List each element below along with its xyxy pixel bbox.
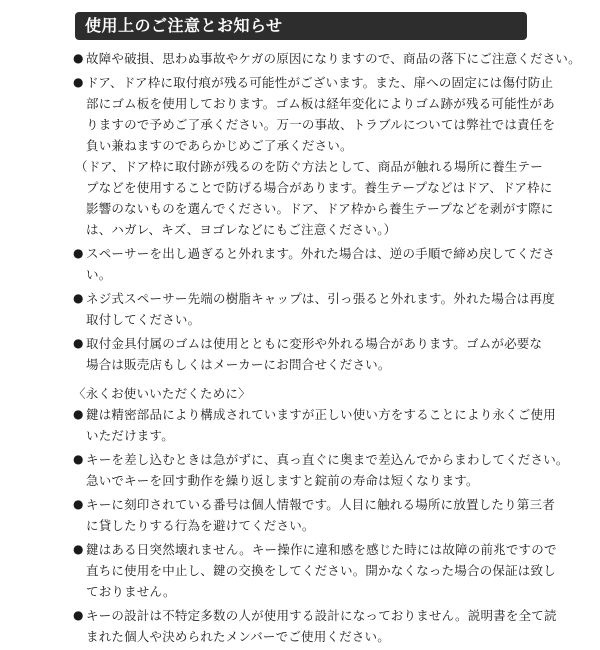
bullet-icon: ●: [73, 452, 84, 466]
notice-item: [73, 333, 543, 375]
notice-title: 使用上のご注意とお知らせ: [85, 16, 283, 35]
notice-item: [73, 404, 556, 446]
notice-line: 故障や破損、思わぬ事故やケガの原因になりますので、商品の落下にご注意ください。: [86, 51, 581, 66]
bullet-icon: ●: [73, 51, 84, 65]
notice-line: ドア、ドア枠に取付痕が残る可能性がございます。また、扉への固定には傷付防止: [86, 75, 554, 90]
notice-item: [73, 72, 556, 240]
long-use-list: [73, 404, 569, 647]
notice-item: [73, 605, 557, 647]
notice-line: りますので予めご了承ください。万一の事故、トラブルについては弊社では責任を: [86, 117, 556, 132]
bullet-icon: ●: [73, 542, 84, 556]
notice-line: 鍵はある日突然壊れません。キー操作に違和感を感じた時には故障の前兆ですので: [86, 542, 557, 557]
bullet-icon: ●: [73, 291, 84, 305]
notice-line: ネジ式スペーサー先端の樹脂キャップは、引っ張ると外れます。外れた場合は再度: [86, 291, 555, 306]
notice-line: 場合は販売店もしくはメーカーにお問合せください。: [86, 357, 391, 372]
notices-list: [73, 48, 581, 375]
bullet-icon: ●: [73, 246, 84, 260]
notice-line: いただけます。: [86, 428, 174, 443]
notice-line: 取付してください。: [86, 312, 201, 327]
bullet-icon: ●: [73, 75, 84, 89]
notice-content: [73, 48, 581, 650]
notice-sub-line: 影響のないものを選んでください。ドア、ドア枠から養生テープなどを剥がす際に: [86, 201, 554, 216]
notice-sub-line: （ドア、ドア枠に取付跡が残るのを防ぐ方法として、商品が触れる場所に養生テー: [75, 159, 543, 174]
notice-line: キーの設計は不特定多数の人が使用する設計になっておりません。説明書を全て読: [86, 608, 557, 623]
notice-line: 直ちに使用を中止し、鍵の交換をしてください。開かなくなった場合の保証は致し: [86, 563, 556, 578]
notice-item: [73, 539, 557, 602]
bullet-icon: ●: [73, 497, 84, 511]
notice-header-bar: [75, 12, 527, 40]
notice-line: 急いでキーを回す動作を繰り返しますと錠前の寿命は短くなります。: [86, 473, 479, 488]
notice-line: スペーサーを出し過ぎると外れます。外れた場合は、逆の手順で締め戻してくださ: [86, 246, 555, 261]
long-use-section-title: 〈永くお使いいただくために〉: [73, 386, 251, 401]
notice-line: 取付金具付属のゴムは使用とともに変形や外れる場合があります。ゴムが必要な: [86, 336, 543, 351]
bullet-icon: ●: [73, 407, 84, 421]
notice-item: [73, 494, 555, 536]
notice-item: [73, 449, 569, 491]
notice-line: い。: [86, 267, 112, 282]
notice-line: キーに刻印されている番号は個人情報です。人目に触れる場所に放置したり第三者: [86, 497, 555, 512]
bullet-icon: ●: [73, 608, 84, 622]
bullet-icon: ●: [73, 336, 84, 350]
notice-line: 鍵は精密部品により構成されていますが正しい使い方をすることにより永くご使用: [86, 407, 556, 422]
notice-line: キーを差し込むときは急がずに、真っ直ぐに奥まで差込んでからまわしてください。: [86, 452, 569, 467]
notice-line: 部にゴム板を使用しております。ゴム板は経年変化によりゴム跡が残る可能性があ: [86, 96, 555, 111]
notice-item: [73, 243, 555, 285]
notice-line: 負い兼ねますのであらかじめご了承ください。: [86, 138, 353, 153]
notice-line: に貸したりする行為を避けてください。: [86, 518, 315, 533]
notice-line: まれた個人や決められたメンバーでご使用ください。: [86, 629, 390, 644]
notice-line: ておりません。: [86, 584, 176, 599]
notice-sub-line: プなどを使用することで防げる場合があります。養生テープなどはドア、ドア枠に: [86, 180, 553, 195]
notice-item: [73, 288, 555, 330]
notice-item: [73, 48, 581, 69]
notice-sub-line: は、ハガレ、キズ、ヨゴレなどにもご注意ください。）: [86, 222, 397, 237]
